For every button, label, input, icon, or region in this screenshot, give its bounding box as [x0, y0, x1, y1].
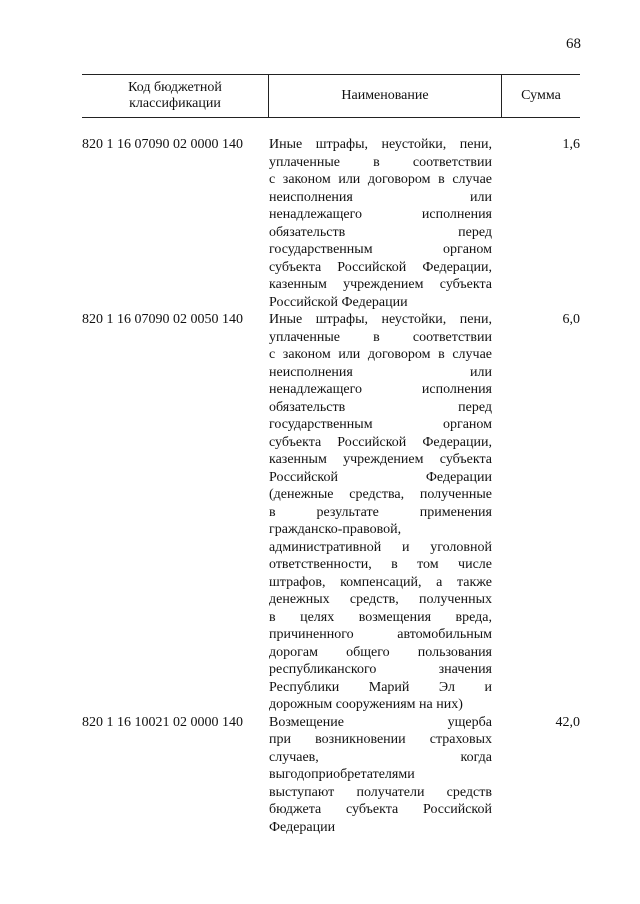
- table-row: [82, 136, 580, 311]
- description-line: ответственности, в том числе: [269, 557, 492, 572]
- table-header: [82, 74, 580, 118]
- budget-code: 820 1 16 10021 02 0000 140: [82, 714, 243, 730]
- description-line: с законом или договором в случае: [269, 347, 492, 362]
- description-line: обязательств перед: [269, 399, 492, 415]
- description-line: с законом или договором в случае: [269, 172, 492, 187]
- description-line: государственным органом: [269, 242, 492, 257]
- description-line: при возникновении страховых: [269, 732, 492, 747]
- description-line: административной и уголовной: [269, 539, 492, 555]
- description-line: Республики Марий Эл и: [269, 679, 492, 695]
- description-line: Иные штрафы, неустойки, пени,: [269, 312, 492, 327]
- description-line: гражданско-правовой,: [269, 522, 402, 537]
- description-line: бюджета субъекта Российской: [269, 802, 492, 817]
- description-line: уплаченные в соответствии: [269, 329, 492, 345]
- budget-code: 820 1 16 07090 02 0050 140: [82, 312, 243, 327]
- description-line: в результате применения: [269, 504, 492, 520]
- description-line: случаев, когда: [269, 749, 492, 765]
- description-line: в целях возмещения вреда,: [269, 609, 492, 625]
- table-row: [82, 311, 580, 714]
- description-line: неисполнения или: [269, 189, 492, 205]
- row-description: [269, 714, 492, 837]
- description-line: казенным учреждением субъекта: [269, 452, 492, 467]
- description-line: причиненного автомобильным: [269, 627, 492, 642]
- description-line: (денежные средства, полученные: [269, 487, 492, 502]
- description-line: обязательств перед: [269, 224, 492, 240]
- description-line: Федерации: [269, 819, 336, 835]
- description-line: уплаченные в соответствии: [269, 154, 492, 170]
- description-line: денежных средств, полученных: [269, 592, 492, 607]
- description-line: неисполнения или: [269, 364, 492, 380]
- description-line: субъекта Российской Федерации,: [269, 259, 492, 275]
- description-line: Российской Федерации: [269, 294, 408, 310]
- budget-code: 820 1 16 07090 02 0000 140: [82, 137, 243, 152]
- table-row: [82, 714, 580, 837]
- row-sum: 1,6: [562, 137, 580, 152]
- description-line: штрафов, компенсаций, а также: [269, 574, 492, 590]
- description-line: выгодоприобретателями: [269, 767, 415, 782]
- description-line: республиканского значения: [269, 662, 492, 677]
- table-body: [82, 136, 580, 836]
- description-line: дорогам общего пользования: [269, 644, 492, 660]
- description-line: ненадлежащего исполнения: [269, 382, 492, 397]
- page-number: 68: [566, 36, 581, 52]
- row-description: [269, 311, 492, 714]
- description-line: государственным органом: [269, 417, 492, 432]
- description-line: Иные штрафы, неустойки, пени,: [269, 137, 492, 152]
- row-sum: 42,0: [555, 714, 580, 730]
- description-line: ненадлежащего исполнения: [269, 207, 492, 222]
- description-line: Возмещение ущерба: [269, 714, 492, 730]
- description-line: субъекта Российской Федерации,: [269, 434, 492, 450]
- row-sum: 6,0: [562, 312, 580, 327]
- row-description: [269, 136, 492, 311]
- header-code: Код бюджетной классификации: [82, 75, 269, 117]
- description-line: Российской Федерации: [269, 469, 492, 485]
- header-name: Наименование: [269, 75, 502, 117]
- header-sum: Сумма: [521, 88, 561, 103]
- description-line: выступают получатели средств: [269, 784, 492, 800]
- description-line: казенным учреждением субъекта: [269, 277, 492, 292]
- description-line: дорожным сооружениям на них): [269, 697, 463, 712]
